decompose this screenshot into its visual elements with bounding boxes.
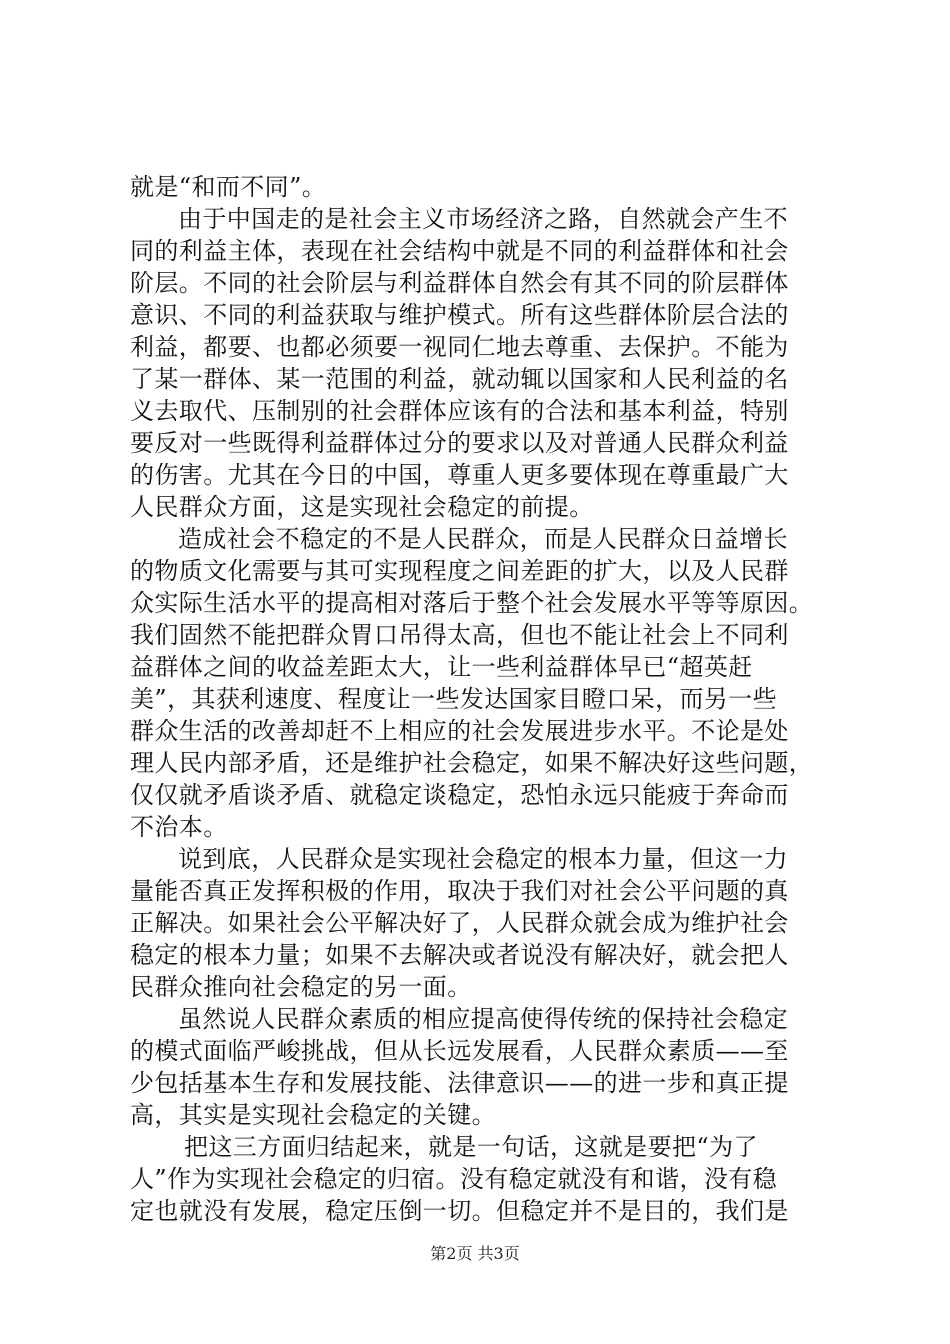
paragraph-start-line: 造成社会不稳定的不是人民群众，而是人民群众日益增长 — [178, 525, 788, 553]
text-line: 人民群众方面，这是实现社会稳定的前提。 — [130, 493, 594, 521]
page-number-footer: 第2页 共3页 — [430, 1244, 520, 1263]
text-line: 正解决。如果社会公平解决好了，人民群众就会成为维护社会 — [130, 909, 789, 937]
text-line: 义去取代、压制别的社会群体应该有的合法和基本利益，特别 — [130, 397, 789, 425]
text-line: 益群体之间的收益差距太大，让一些利益群体早已“超英赶 — [130, 653, 753, 681]
text-line: 民群众推向社会稳定的另一面。 — [130, 973, 472, 1001]
text-line: 的物质文化需要与其可实现程度之间差距的扩大，以及人民群 — [130, 557, 789, 585]
text-line: 利益，都要、也都必须要一视同仁地去尊重、去保护。不能为 — [130, 333, 789, 361]
text-line: 阶层。不同的社会阶层与利益群体自然会有其不同的阶层群体 — [130, 269, 789, 297]
paragraph-start-line: 说到底，人民群众是实现社会稳定的根本力量，但这一力 — [178, 845, 788, 873]
text-line: 不治本。 — [130, 813, 228, 841]
text-line: 众实际生活水平的提高相对落后于整个社会发展水平等等原因。 — [130, 589, 814, 617]
text-line: 美”，其获利速度、程度让一些发达国家目瞪口呆，而另一些 — [130, 685, 778, 713]
document-body — [130, 171, 830, 1227]
text-line: 要反对一些既得利益群体过分的要求以及对普通人民群众利益 — [130, 429, 789, 457]
paragraph-start-line: 由于中国走的是社会主义市场经济之路，自然就会产生不 — [178, 205, 788, 233]
text-line: 高，其实是实现社会稳定的关键。 — [130, 1101, 496, 1129]
text-line: 量能否真正发挥积极的作用，取决于我们对社会公平问题的真 — [130, 877, 789, 905]
text-line: 人”作为实现社会稳定的归宿。没有稳定就没有和谐，没有稳 — [130, 1165, 778, 1193]
text-line: 同的利益主体，表现在社会结构中就是不同的利益群体和社会 — [130, 237, 789, 265]
text-line: 我们固然不能把群众胃口吊得太高，但也不能让社会上不同利 — [130, 621, 789, 649]
text-line: 定也就没有发展，稳定压倒一切。但稳定并不是目的，我们是 — [130, 1197, 789, 1225]
text-line: 稳定的根本力量；如果不去解决或者说没有解决好，就会把人 — [130, 941, 789, 969]
text-line: 少包括基本生存和发展技能、法律意识——的进一步和真正提 — [130, 1069, 789, 1097]
text-line: 意识、不同的利益获取与维护模式。所有这些群体阶层合法的 — [130, 301, 789, 329]
text-line: 的伤害。尤其在今日的中国，尊重人更多要体现在尊重最广大 — [130, 461, 789, 489]
text-line: 的模式面临严峻挑战，但从长远发展看，人民群众素质——至 — [130, 1037, 789, 1065]
text-line: 就是“和而不同”。 — [130, 173, 327, 201]
text-line: 了某一群体、某一范围的利益，就动辄以国家和人民利益的名 — [130, 365, 789, 393]
text-line: 群众生活的改善却赶不上相应的社会发展进步水平。不论是处 — [130, 717, 789, 745]
paragraph-start-line: 虽然说人民群众素质的相应提高使得传统的保持社会稳定 — [178, 1005, 788, 1033]
text-line: 仅仅就矛盾谈矛盾、就稳定谈稳定，恐怕永远只能疲于奔命而 — [130, 781, 789, 809]
text-line: 理人民内部矛盾，还是维护社会稳定，如果不解决好这些问题， — [130, 749, 814, 777]
paragraph-start-line: 把这三方面归结起来，就是一句话，这就是要把“为了 — [184, 1133, 758, 1161]
